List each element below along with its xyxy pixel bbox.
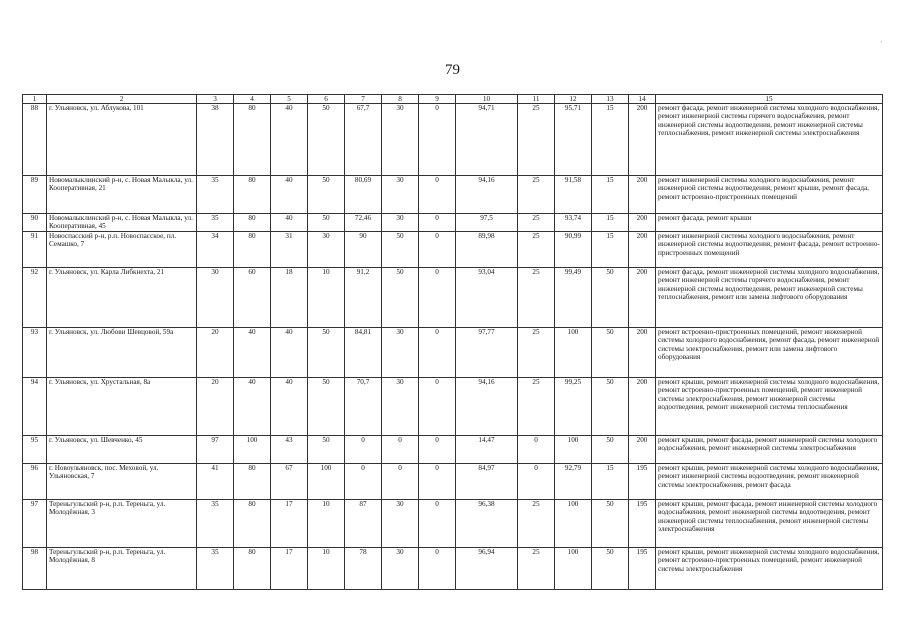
value-cell: 200 <box>629 104 656 176</box>
header-cell: 6 <box>308 95 345 104</box>
value-cell: 78 <box>345 547 382 589</box>
value-cell: 92,79 <box>555 463 592 499</box>
value-cell: 50 <box>592 547 629 589</box>
table-row <box>23 267 883 327</box>
margin-mark: · <box>880 38 883 47</box>
address-cell: г. Ульяновск, ул. Любови Шевцовой, 59а <box>47 327 197 377</box>
row-number-cell: 88 <box>23 104 47 176</box>
value-cell: 0 <box>382 435 419 463</box>
value-cell: 0 <box>419 463 456 499</box>
value-cell: 0 <box>345 463 382 499</box>
value-cell: 35 <box>197 499 234 547</box>
row-number-cell: 97 <box>23 499 47 547</box>
value-cell: 87 <box>345 499 382 547</box>
value-cell: 195 <box>629 547 656 589</box>
value-cell: 50 <box>382 231 419 267</box>
value-cell: 18 <box>271 267 308 327</box>
value-cell: 40 <box>271 377 308 435</box>
value-cell: 97 <box>197 435 234 463</box>
address-cell: г. Ульяновск, ул. Хрустальная, 8а <box>47 377 197 435</box>
works-cell: ремонт встроенно-пристроенных помещений, ремонт инженерной системы холодного водоснабжения, ремонт фасада, ремонт инженерной системы электроснабжения, ремонт или замена лифтового оборудования <box>656 327 883 377</box>
value-cell: 25 <box>518 231 555 267</box>
row-number-cell: 95 <box>23 435 47 463</box>
value-cell: 90,99 <box>555 231 592 267</box>
value-cell: 40 <box>271 176 308 214</box>
table-row <box>23 435 883 463</box>
value-cell: 80 <box>234 463 271 499</box>
value-cell: 200 <box>629 214 656 232</box>
value-cell: 10 <box>308 547 345 589</box>
value-cell: 84,81 <box>345 327 382 377</box>
value-cell: 0 <box>419 547 456 589</box>
value-cell: 67,7 <box>345 104 382 176</box>
value-cell: 200 <box>629 231 656 267</box>
row-number-cell: 98 <box>23 547 47 589</box>
value-cell: 30 <box>382 104 419 176</box>
value-cell: 72,46 <box>345 214 382 232</box>
value-cell: 10 <box>308 267 345 327</box>
header-cell: 11 <box>518 95 555 104</box>
value-cell: 20 <box>197 327 234 377</box>
table-row <box>23 327 883 377</box>
value-cell: 30 <box>382 377 419 435</box>
header-cell: 3 <box>197 95 234 104</box>
value-cell: 89,98 <box>456 231 518 267</box>
value-cell: 97,77 <box>456 327 518 377</box>
value-cell: 17 <box>271 547 308 589</box>
value-cell: 96,94 <box>456 547 518 589</box>
address-cell: г. Ульяновск, ул. Шевченко, 45 <box>47 435 197 463</box>
works-cell: ремонт фасада, ремонт инженерной системы холодного водоснабжения, ремонт инженерной системы горячего водоснабжения, ремонт инженерной системы водоотведения, ремонт инженерной системы теплоснабжения, ремонт или замена лифтового оборудования <box>656 267 883 327</box>
address-cell: Новомалыклинский р-н, с. Новая Малыкла, ул. Кооперативная, 45 <box>47 214 197 232</box>
value-cell: 31 <box>271 231 308 267</box>
value-cell: 17 <box>271 499 308 547</box>
value-cell: 40 <box>271 327 308 377</box>
table-row <box>23 547 883 589</box>
works-cell: ремонт крыши, ремонт фасада, ремонт инженерной системы холодного водоснабжения, ремонт инженерной системы водоотведения, ремонт инженерной системы теплоснабжения, ремонт инженерной системы электроснабжения <box>656 499 883 547</box>
header-cell: 12 <box>555 95 592 104</box>
header-cell: 5 <box>271 95 308 104</box>
header-cell: 8 <box>382 95 419 104</box>
value-cell: 94,16 <box>456 176 518 214</box>
value-cell: 60 <box>234 267 271 327</box>
value-cell: 50 <box>592 327 629 377</box>
value-cell: 195 <box>629 463 656 499</box>
value-cell: 50 <box>308 327 345 377</box>
page-number: 79 <box>445 62 460 78</box>
value-cell: 30 <box>308 231 345 267</box>
value-cell: 25 <box>518 104 555 176</box>
value-cell: 200 <box>629 176 656 214</box>
row-number-cell: 91 <box>23 231 47 267</box>
value-cell: 15 <box>592 176 629 214</box>
value-cell: 50 <box>382 267 419 327</box>
value-cell: 50 <box>308 435 345 463</box>
value-cell: 80 <box>234 231 271 267</box>
works-cell: ремонт инженерной системы холодного водоснабжения, ремонт инженерной системы водоотведения, ремонт крыши, ремонт фасада, ремонт встроенно-пристроенных помещений <box>656 176 883 214</box>
value-cell: 91,58 <box>555 176 592 214</box>
value-cell: 0 <box>419 104 456 176</box>
value-cell: 15 <box>592 104 629 176</box>
value-cell: 0 <box>518 435 555 463</box>
value-cell: 99,49 <box>555 267 592 327</box>
header-cell: 9 <box>419 95 456 104</box>
row-number-cell: 96 <box>23 463 47 499</box>
header-cell: 10 <box>456 95 518 104</box>
table-row <box>23 377 883 435</box>
value-cell: 200 <box>629 435 656 463</box>
header-cell: 13 <box>592 95 629 104</box>
value-cell: 15 <box>592 463 629 499</box>
data-table <box>22 94 883 590</box>
address-cell: Новомалыклинский р-н, с. Новая Малыкла, ул. Кооперативная, 21 <box>47 176 197 214</box>
value-cell: 93,74 <box>555 214 592 232</box>
value-cell: 0 <box>419 267 456 327</box>
value-cell: 41 <box>197 463 234 499</box>
value-cell: 97,5 <box>456 214 518 232</box>
value-cell: 10 <box>308 499 345 547</box>
value-cell: 35 <box>197 176 234 214</box>
value-cell: 34 <box>197 231 234 267</box>
value-cell: 0 <box>419 327 456 377</box>
value-cell: 50 <box>592 377 629 435</box>
value-cell: 93,04 <box>456 267 518 327</box>
value-cell: 50 <box>592 499 629 547</box>
value-cell: 100 <box>308 463 345 499</box>
value-cell: 0 <box>419 435 456 463</box>
works-cell: ремонт фасада, ремонт крыши <box>656 214 883 232</box>
header-cell: 7 <box>345 95 382 104</box>
value-cell: 100 <box>234 435 271 463</box>
value-cell: 20 <box>197 377 234 435</box>
value-cell: 50 <box>592 267 629 327</box>
address-cell: г. Новоульяновск, пос. Меховой, ул. Ульяновская, 7 <box>47 463 197 499</box>
table-row <box>23 499 883 547</box>
value-cell: 80 <box>234 547 271 589</box>
value-cell: 25 <box>518 327 555 377</box>
value-cell: 25 <box>518 267 555 327</box>
value-cell: 40 <box>234 327 271 377</box>
table-row <box>23 214 883 232</box>
value-cell: 30 <box>382 176 419 214</box>
value-cell: 40 <box>271 104 308 176</box>
value-cell: 0 <box>419 377 456 435</box>
row-number-cell: 93 <box>23 327 47 377</box>
value-cell: 30 <box>197 267 234 327</box>
value-cell: 50 <box>308 214 345 232</box>
value-cell: 40 <box>271 214 308 232</box>
value-cell: 100 <box>555 547 592 589</box>
value-cell: 25 <box>518 377 555 435</box>
value-cell: 40 <box>234 377 271 435</box>
row-number-cell: 94 <box>23 377 47 435</box>
header-cell: 4 <box>234 95 271 104</box>
value-cell: 25 <box>518 214 555 232</box>
value-cell: 99,25 <box>555 377 592 435</box>
row-number-cell: 90 <box>23 214 47 232</box>
value-cell: 91,2 <box>345 267 382 327</box>
value-cell: 96,38 <box>456 499 518 547</box>
value-cell: 80,69 <box>345 176 382 214</box>
value-cell: 200 <box>629 267 656 327</box>
value-cell: 0 <box>419 176 456 214</box>
table-row <box>23 176 883 214</box>
works-cell: ремонт крыши, ремонт инженерной системы холодного водоснабжения, ремонт инженерной системы водоотведения, ремонт инженерной системы электроснабжения, ремонт фасада <box>656 463 883 499</box>
value-cell: 43 <box>271 435 308 463</box>
value-cell: 94,71 <box>456 104 518 176</box>
value-cell: 0 <box>419 231 456 267</box>
value-cell: 95,71 <box>555 104 592 176</box>
value-cell: 200 <box>629 327 656 377</box>
value-cell: 0 <box>419 499 456 547</box>
header-cell: 14 <box>629 95 656 104</box>
value-cell: 200 <box>629 377 656 435</box>
value-cell: 35 <box>197 547 234 589</box>
value-cell: 195 <box>629 499 656 547</box>
row-number-cell: 92 <box>23 267 47 327</box>
value-cell: 80 <box>234 214 271 232</box>
table-header-row <box>23 95 883 104</box>
value-cell: 0 <box>419 214 456 232</box>
address-cell: г. Ульяновск, ул. Карла Либкнехта, 21 <box>47 267 197 327</box>
table-row <box>23 463 883 499</box>
value-cell: 0 <box>345 435 382 463</box>
value-cell: 67 <box>271 463 308 499</box>
works-cell: ремонт крыши, ремонт инженерной системы холодного водоснабжения, ремонт встроенно-пристроенных помещений, ремонт инженерной системы электроснабжения, ремонт инженерной системы водоотведения, ремонт инженерной системы теплоснабжения <box>656 377 883 435</box>
value-cell: 14,47 <box>456 435 518 463</box>
value-cell: 25 <box>518 176 555 214</box>
works-cell: ремонт крыши, ремонт инженерной системы холодного водоснабжения, ремонт встроенно-пристроенных помещений, ремонт инженерной системы электроснабжения <box>656 547 883 589</box>
value-cell: 0 <box>518 463 555 499</box>
value-cell: 30 <box>382 214 419 232</box>
header-cell: 2 <box>47 95 197 104</box>
value-cell: 70,7 <box>345 377 382 435</box>
table-row <box>23 104 883 176</box>
address-cell: Тереньгульский р-н, р.п. Тереньга, ул. Молодёжная, 3 <box>47 499 197 547</box>
header-cell: 1 <box>23 95 47 104</box>
value-cell: 35 <box>197 214 234 232</box>
works-cell: ремонт крыши, ремонт фасада, ремонт инженерной системы холодного водоснабжения, ремонт инженерной системы электроснабжения <box>656 435 883 463</box>
value-cell: 84,97 <box>456 463 518 499</box>
value-cell: 90 <box>345 231 382 267</box>
works-cell: ремонт фасада, ремонт инженерной системы холодного водоснабжения, ремонт инженерной системы горячего водоснабжения, ремонт инженерной системы водоотведения, ремонт инженерной системы теплоснабжения, ремонт инженерной системы электроснабжения <box>656 104 883 176</box>
value-cell: 0 <box>382 463 419 499</box>
value-cell: 30 <box>382 547 419 589</box>
value-cell: 50 <box>308 377 345 435</box>
value-cell: 100 <box>555 327 592 377</box>
value-cell: 50 <box>592 435 629 463</box>
table-row <box>23 231 883 267</box>
works-cell: ремонт инженерной системы холодного водоснабжения, ремонт инженерной системы водоотведения, ремонт фасада, ремонт встроенно-пристроенных помещений <box>656 231 883 267</box>
value-cell: 25 <box>518 547 555 589</box>
value-cell: 15 <box>592 231 629 267</box>
value-cell: 80 <box>234 104 271 176</box>
address-cell: г. Ульяновск, ул. Аблукова, 101 <box>47 104 197 176</box>
value-cell: 15 <box>592 214 629 232</box>
value-cell: 80 <box>234 176 271 214</box>
value-cell: 100 <box>555 435 592 463</box>
value-cell: 50 <box>308 176 345 214</box>
value-cell: 25 <box>518 499 555 547</box>
value-cell: 50 <box>308 104 345 176</box>
value-cell: 30 <box>382 499 419 547</box>
row-number-cell: 89 <box>23 176 47 214</box>
address-cell: Тереньгульский р-н, р.п. Тереньга, ул. Молодёжная, 8 <box>47 547 197 589</box>
value-cell: 94,16 <box>456 377 518 435</box>
value-cell: 80 <box>234 499 271 547</box>
header-cell: 15 <box>656 95 883 104</box>
value-cell: 38 <box>197 104 234 176</box>
address-cell: Новоспасский р-н, р.п. Новоспасское, пл. Семашко, 7 <box>47 231 197 267</box>
value-cell: 100 <box>555 499 592 547</box>
value-cell: 30 <box>382 327 419 377</box>
